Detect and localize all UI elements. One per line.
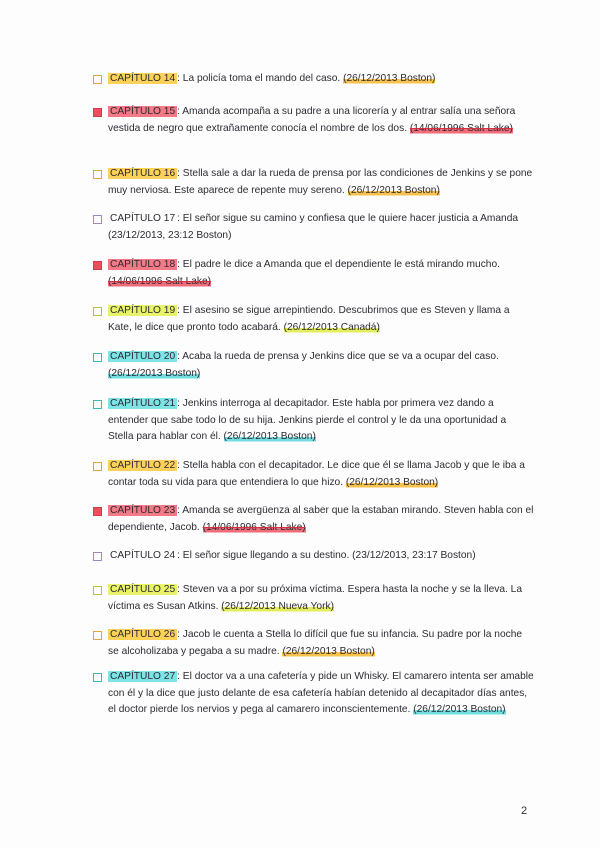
chapter-separator: : — [177, 73, 180, 84]
chapter-date: (14/06/1996 Salt Lake) — [202, 521, 306, 533]
chapter-separator: : — [177, 671, 180, 682]
chapter-date: (26/12/2013 Boston) — [413, 704, 506, 715]
checkbox-icon — [93, 353, 102, 362]
chapter-date: (14/06/1996 Salt Lake) — [409, 122, 513, 134]
chapter-separator: : — [177, 460, 180, 471]
chapter-title: CAPÍTULO 19 — [110, 305, 176, 316]
checkbox-icon — [93, 307, 102, 316]
chapter-date: (26/12/2013 Boston) — [282, 645, 375, 657]
chapter-date: (26/12/2013 Boston) — [343, 73, 436, 84]
checkbox-icon — [93, 215, 102, 224]
chapter-separator: : — [177, 351, 180, 362]
chapter-summary: Amanda acompaña a su padre a una licorería y al entrar salía una señora vestida de negro que extrañamente conocía el nombre de los dos. — [108, 106, 516, 134]
chapter-separator: : — [177, 259, 180, 270]
checkbox-icon — [93, 507, 102, 516]
chapter-date: (23/12/2013, 23:17 Boston) — [352, 550, 476, 561]
checkbox-icon — [93, 75, 102, 84]
chapter-date: (26/12/2013 Boston) — [347, 184, 440, 196]
chapter-separator: : — [177, 305, 180, 316]
chapter-title: CAPÍTULO 21 — [110, 398, 176, 409]
chapter-entry — [94, 396, 534, 446]
chapter-summary: La policía toma el mando del caso. — [179, 73, 344, 84]
chapter-separator: : — [177, 398, 180, 409]
chapter-entry — [94, 627, 534, 660]
chapter-summary: El señor sigue llegando a su destino. — [179, 550, 353, 561]
chapter-summary: Jacob le cuenta a Stella lo difícil que fue su infancia. Su padre por la noche se alcoholizaba y pegaba a su madre. — [108, 629, 523, 657]
chapter-title: CAPÍTULO 22 — [110, 460, 176, 471]
chapter-title: CAPÍTULO 25 — [110, 584, 176, 595]
chapter-summary: Stella habla con el decapitador. Le dice que él se llama Jacob y que le iba a contar toda su vida para que entendiera lo que hizo. — [108, 460, 525, 488]
chapter-entry — [94, 211, 534, 244]
chapter-date: (26/12/2013 Canadá) — [283, 321, 380, 333]
chapter-title: CAPÍTULO 15 — [110, 106, 176, 117]
chapter-separator: : — [177, 505, 180, 516]
chapter-summary: Jenkins interroga al decapitador. Este habla por primera vez dando a entender que sabe todo lo de su hija. Jenkins pierde el control y le da una oportunidad a Stella para hablar con él. — [108, 398, 507, 442]
chapter-entry — [94, 503, 534, 536]
chapter-separator: : — [177, 550, 180, 561]
chapter-summary: El asesino se sigue arrepintiendo. Descubrimos que es Steven y llama a Kate, le dice que pronto todo acabará. — [108, 305, 510, 333]
chapter-entry — [94, 548, 534, 565]
chapter-date: (26/12/2013 Boston) — [108, 367, 201, 379]
checkbox-icon — [93, 552, 102, 561]
checkbox-icon — [93, 108, 102, 117]
chapter-title: CAPÍTULO 27 — [110, 671, 176, 682]
chapter-date: (14/06/1996 Salt Lake) — [108, 275, 212, 287]
checkbox-icon — [93, 462, 102, 471]
chapter-entry — [94, 104, 534, 137]
chapter-title: CAPÍTULO 20 — [110, 351, 176, 362]
checkbox-icon — [93, 631, 102, 640]
chapter-entry — [94, 303, 534, 336]
chapter-summary: El padre le dice a Amanda que el dependiente le está mirando mucho. — [179, 259, 500, 270]
chapter-title: CAPÍTULO 24 — [110, 550, 176, 561]
chapter-separator: : — [177, 584, 180, 595]
chapter-summary: El doctor va a una cafetería y pide un Whisky. El camarero intenta ser amable con él y la dice que justo delante de esa cafetería habían detenido al decapitador días antes, el doctor pierde los nervios y pega al camarero inconscientemente. — [108, 671, 534, 715]
chapter-entry — [94, 257, 534, 290]
chapter-date: (26/12/2013 Boston) — [345, 476, 439, 488]
chapter-entry — [94, 166, 534, 199]
chapter-entry — [94, 71, 534, 88]
chapter-date: (26/12/2013 Boston) — [223, 431, 316, 442]
chapter-title: CAPÍTULO 14 — [110, 73, 176, 84]
chapter-entry — [94, 582, 534, 615]
chapter-date: (23/12/2013, 23:12 Boston) — [108, 229, 232, 241]
chapter-entry — [94, 669, 534, 719]
chapter-entry — [94, 349, 534, 382]
chapter-title: CAPÍTULO 18 — [110, 259, 176, 270]
checkbox-icon — [93, 586, 102, 595]
chapter-entry — [94, 458, 534, 491]
chapter-separator: : — [177, 629, 180, 640]
chapter-summary: Acaba la rueda de prensa y Jenkins dice que se va a ocupar del caso. — [179, 351, 499, 362]
chapter-summary: Steven va a por su próxima víctima. Espera hasta la noche y se la lleva. La víctima es Susan Atkins. — [108, 584, 522, 612]
chapter-summary: Amanda se avergüenza al saber que la estaban mirando. Steven habla con el dependiente, Jacob. — [108, 505, 534, 533]
chapter-separator: : — [177, 106, 180, 117]
chapter-summary: Stella sale a dar la rueda de prensa por las condiciones de Jenkins y se pone muy nerviosa. Este aparece de repente muy sereno. — [108, 168, 533, 196]
chapter-title: CAPÍTULO 23 — [110, 505, 176, 516]
chapter-title: CAPÍTULO 26 — [110, 629, 176, 640]
chapter-summary: El señor sigue su camino y confiesa que le quiere hacer justicia a Amanda — [179, 213, 519, 224]
chapter-title: CAPÍTULO 17 — [110, 213, 176, 224]
chapter-title: CAPÍTULO 16 — [110, 168, 176, 179]
checkbox-icon — [93, 400, 102, 409]
chapter-separator: : — [177, 168, 180, 179]
chapter-separator: : — [177, 213, 180, 224]
chapter-date: (26/12/2013 Nueva York) — [221, 600, 334, 612]
checkbox-icon — [93, 261, 102, 270]
checkbox-icon — [93, 673, 102, 682]
checkbox-icon — [93, 170, 102, 179]
page-number: 2 — [521, 805, 528, 817]
